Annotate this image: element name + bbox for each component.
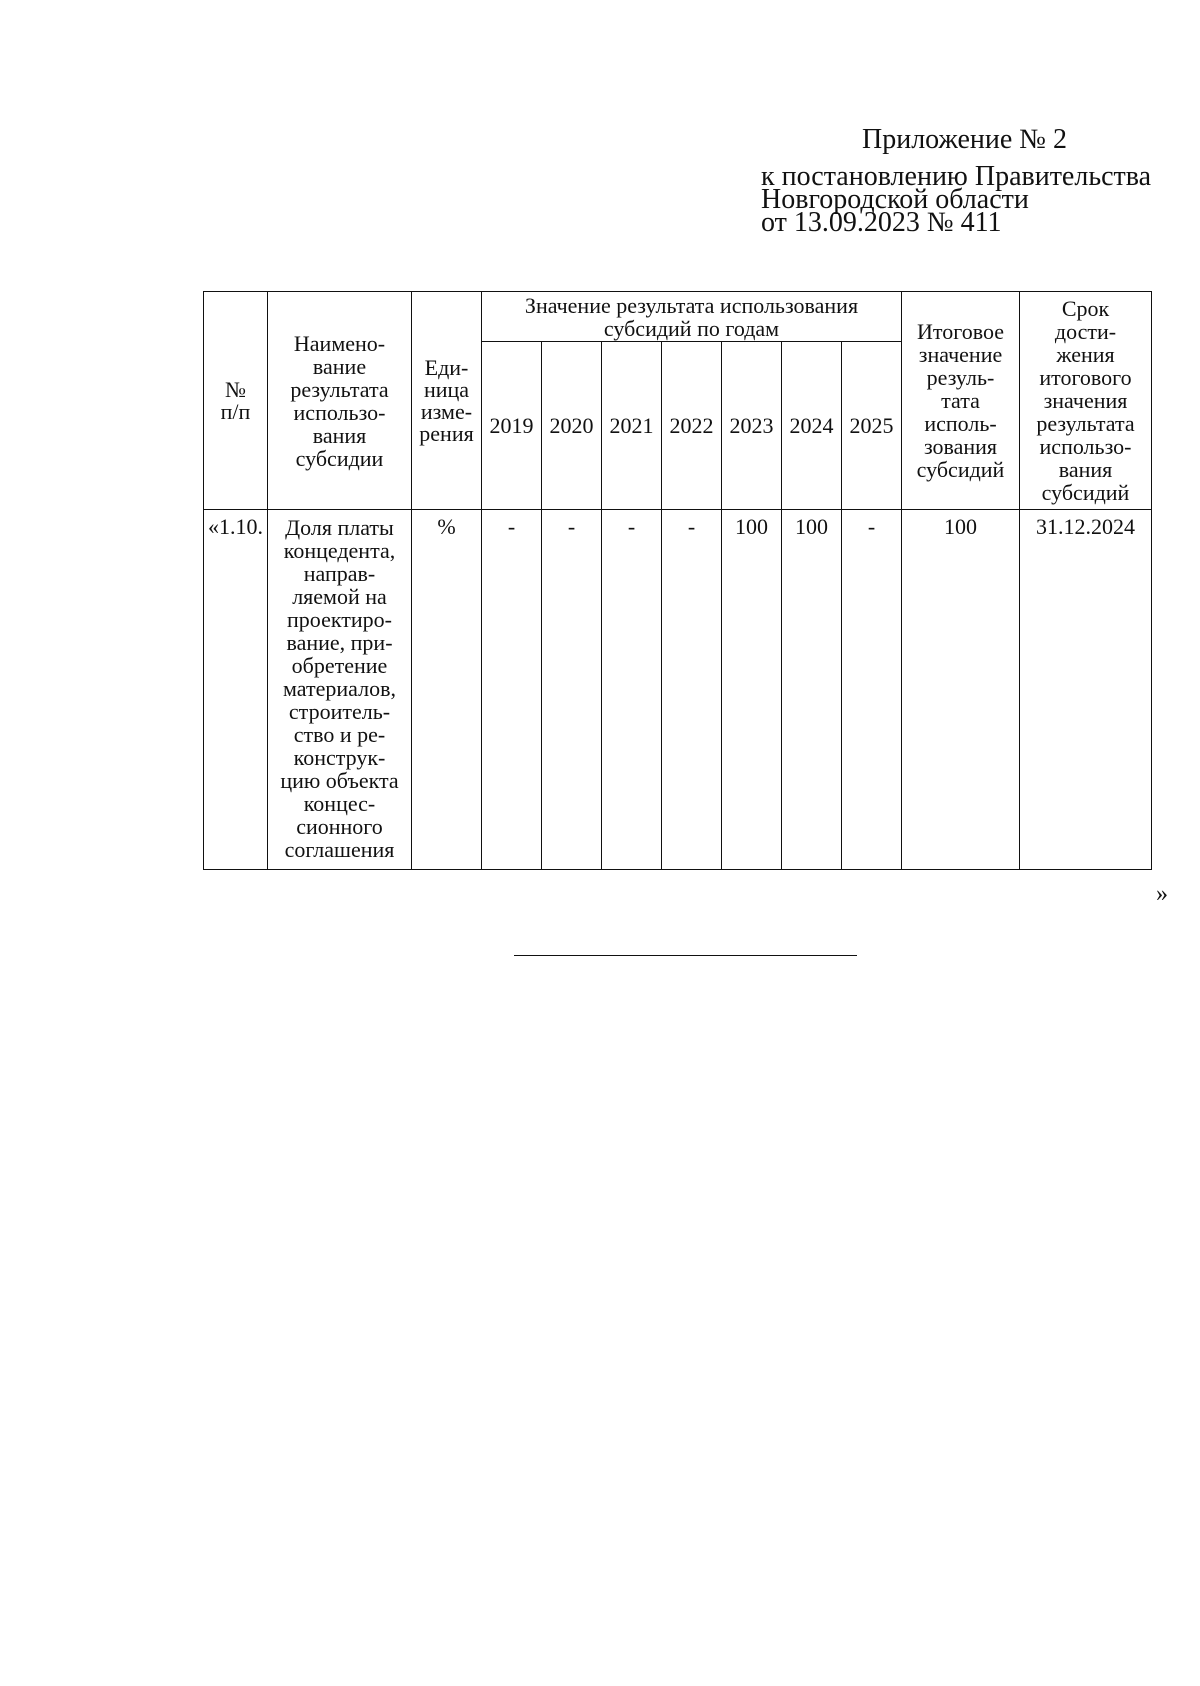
row-final-value: 100 — [902, 510, 1020, 870]
text-line: соглашения — [284, 837, 395, 862]
text-line: цию объекта — [280, 768, 399, 793]
text-line: ница — [423, 376, 470, 402]
row-year-value: 100 — [722, 510, 782, 870]
row-year-value: - — [662, 510, 722, 870]
header-year: 2023 — [722, 342, 782, 510]
text-line: рения — [419, 420, 474, 446]
text-line: обретение — [291, 653, 388, 678]
header-deadline — [1020, 292, 1152, 510]
text-line: строитель- — [288, 699, 391, 724]
row-num: «1.10. — [204, 510, 268, 870]
text-line: вания — [312, 422, 367, 448]
text-line: Значение результата использования — [524, 292, 859, 318]
annex-title: Приложение № 2 — [862, 124, 1067, 155]
text-line: жения — [1056, 342, 1115, 367]
text-line: использо- — [293, 399, 386, 425]
text-line: Итоговое — [917, 319, 1004, 344]
text-line: вание — [312, 353, 367, 379]
row-year-value: - — [482, 510, 542, 870]
text-line: результата — [290, 376, 389, 402]
header-num — [204, 292, 268, 510]
row-name — [268, 510, 412, 870]
text-line: тата — [941, 388, 980, 413]
text-line: итогового — [1039, 365, 1132, 390]
results-table — [203, 291, 1152, 870]
row-year-value: 100 — [782, 510, 842, 870]
annex-basis-line: к постановлению Правительства — [761, 161, 1152, 192]
annex-basis — [761, 161, 1152, 238]
header-row-1 — [204, 292, 1152, 342]
text-line: зования — [923, 434, 998, 459]
closing-quote: » — [1156, 881, 1168, 907]
text-line: материалов, — [283, 676, 396, 701]
header-year: 2021 — [602, 342, 662, 510]
text-line: исполь- — [924, 411, 997, 436]
text-line: использо- — [1039, 434, 1132, 459]
header-year: 2024 — [782, 342, 842, 510]
header-unit — [412, 292, 482, 510]
text-line: направ- — [303, 561, 376, 586]
text-line: резуль- — [926, 365, 995, 390]
text-line: субсидий — [916, 457, 1005, 482]
row-year-value: - — [542, 510, 602, 870]
text-line: изме- — [420, 398, 473, 424]
text-line: п/п — [220, 398, 251, 424]
text-line: № — [225, 376, 246, 402]
header-year: 2019 — [482, 342, 542, 510]
text-line: Срок — [1061, 296, 1110, 321]
text-line: ство и ре- — [293, 722, 386, 747]
row-year-value: - — [602, 510, 662, 870]
text-line: вание, при- — [286, 630, 393, 655]
header-year: 2022 — [662, 342, 722, 510]
row-deadline: 31.12.2024 — [1020, 510, 1152, 870]
text-line: субсидии — [295, 445, 384, 471]
text-line: концес- — [303, 791, 376, 816]
text-line: значения — [1043, 388, 1128, 413]
text-line: сионного — [296, 814, 383, 839]
header-years-group — [482, 292, 902, 342]
annex-basis-line: Новгородской области — [761, 184, 1029, 215]
text-line: значение — [918, 342, 1003, 367]
row-unit: % — [412, 510, 482, 870]
header-year: 2025 — [842, 342, 902, 510]
text-line: субсидий по годам — [603, 315, 780, 341]
text-line: конструк- — [293, 745, 386, 770]
row-year-value: - — [842, 510, 902, 870]
text-line: результата — [1036, 411, 1135, 436]
header-year: 2020 — [542, 342, 602, 510]
text-line: Доля платы — [285, 515, 394, 540]
text-line: проектиро- — [287, 607, 392, 632]
text-line: Наимено- — [293, 330, 386, 356]
header-name — [268, 292, 412, 510]
text-line: субсидий — [1041, 480, 1130, 505]
text-line: дости- — [1054, 319, 1117, 344]
text-line: ляемой на — [292, 584, 387, 609]
text-line: Еди- — [424, 354, 469, 380]
annex-basis-line: от 13.09.2023 № 411 — [761, 207, 1002, 238]
header-final-value — [902, 292, 1020, 510]
end-rule — [514, 955, 857, 956]
text-line: вания — [1058, 457, 1113, 482]
text-line: концедента, — [283, 538, 396, 563]
table-row — [204, 510, 1152, 870]
